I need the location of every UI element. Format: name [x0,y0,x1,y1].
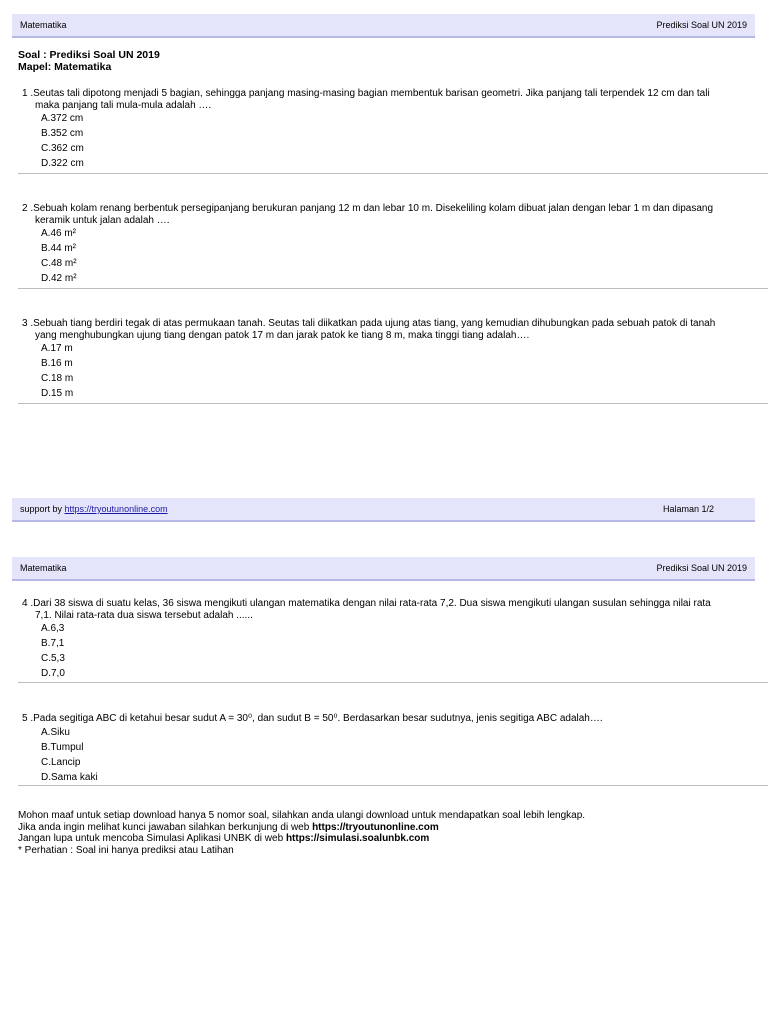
simulation-link[interactable]: https://simulasi.soalunbk.com [285,833,430,844]
notice-line-3-text: Jangan lupa untuk mencoba Simulasi Aplikasi UNBK di web [18,833,286,844]
question-stem [18,203,768,226]
question-number: 4 . [22,598,34,609]
question-3 [18,318,768,401]
question-text: Pada segitiga ABC di ketahui besar sudut A = 30⁰, dan sudut B = 50⁰. Berdasarkan besar sudutnya, jenis segitiga ABC adalah…. [33,713,603,724]
question-text: Sebuah kolam renang berbentuk persegipanjang berukuran panjang 12 m dan lebar 10 m. Disekeliling kolam dibuat jalan dengan lebar 1 m dan dipasang [33,203,714,214]
question-text: Seutas tali dipotong menjadi 5 bagian, sehingga panjang masing-masing bagian membentuk barisan geometri. Jika panjang tali terpendek 12 cm dan tali [33,88,710,99]
option-b: B.16 m [41,358,73,369]
header-subject: Matematika [20,20,67,30]
option-a: A.17 m [41,343,73,354]
page1-header [12,14,755,38]
notice-line-2-text: Jika anda ingin melihat kunci jawaban silahkan berkunjung di web [18,821,313,833]
download-notice [18,810,585,856]
option-c: C.5,3 [41,653,65,664]
divider [18,403,768,404]
option-b: B.7,1 [41,638,65,649]
option-c: C.18 m [41,373,74,384]
option-c: C.Lancip [41,756,81,768]
question-text: Dari 38 siswa di suatu kelas, 36 siswa mengikuti ulangan matematika dengan nilai rata-rata 7,2. Dua siswa mengikuti ulangan susulan sehingga nilai rata [33,598,711,609]
option-b: B.352 cm [41,128,84,139]
divider [18,785,768,786]
option-a: A.6,3 [41,623,65,634]
option-a: A.372 cm [41,113,84,124]
option-b: B.Tumpul [41,741,84,753]
option-d: D.7,0 [41,668,65,679]
page-number: Halaman 1/2 [663,504,715,514]
notice-line-4: * Perhatian : Soal ini hanya prediksi atau Latihan [18,844,234,856]
exam-meta [18,49,160,73]
question-stem [18,88,768,111]
header-subject: Matematika [20,563,67,573]
option-d: D.322 cm [41,158,84,169]
option-c: C.362 cm [41,143,84,154]
question-text-cont: 7,1. Nilai rata-rata dua siswa tersebut adalah ...... [35,609,253,621]
option-d: D.15 m [41,388,74,399]
option-a: A.Siku [41,726,70,738]
option-d: D.Sama kaki [41,771,98,783]
divider [18,288,768,289]
question-stem [18,318,768,341]
option-c: C.48 m² [41,258,77,269]
page2-header [12,557,755,581]
question-stem [18,713,768,725]
question-number: 3 . [22,318,34,329]
question-text-cont: yang menghubungkan ujung tiang dengan patok 17 m dan jarak patok ke tiang 8 m, maka tinggi tiang adalah…. [35,329,530,341]
notice-line-1: Mohon maaf untuk setiap download hanya 5 nomor soal, silahkan anda ulangi download untuk mendapatkan soal lebih lengkap. [18,810,586,821]
option-d: D.42 m² [41,273,77,284]
divider [18,173,768,174]
option-b: B.44 m² [41,243,77,254]
support-link[interactable]: https://tryoutunonline.com [64,504,168,514]
question-number: 2 . [22,203,34,214]
question-text: Sebuah tiang berdiri tegak di atas permukaan tanah. Seutas tali diikatkan pada ujung atas tiang, yang kemudian dihubungkan pada sebuah patok di tanah [33,318,716,329]
header-title: Prediksi Soal UN 2019 [656,20,747,30]
page1-footer [12,498,755,522]
question-text-cont: maka panjang tali mula-mula adalah …. [35,99,212,111]
option-a: A.46 m² [41,228,77,239]
question-5 [18,713,768,785]
header-title: Prediksi Soal UN 2019 [656,563,747,573]
question-number: 5 . [22,713,34,724]
notice-line-3 [18,833,585,845]
divider [18,682,768,683]
support-text [20,504,168,514]
answer-key-link[interactable]: https://tryoutunonline.com [312,821,439,833]
exam-subject: Mapel: Matematika [18,61,112,73]
question-text-cont: keramik untuk jalan adalah …. [35,214,170,226]
support-label: support by [20,504,65,514]
question-2 [18,203,768,286]
exam-title: Soal : Prediksi Soal UN 2019 [18,49,160,61]
question-1 [18,88,768,171]
notice-line-2 [18,822,585,834]
question-number: 1 . [22,88,34,99]
question-4 [18,598,768,681]
question-stem [18,598,768,621]
